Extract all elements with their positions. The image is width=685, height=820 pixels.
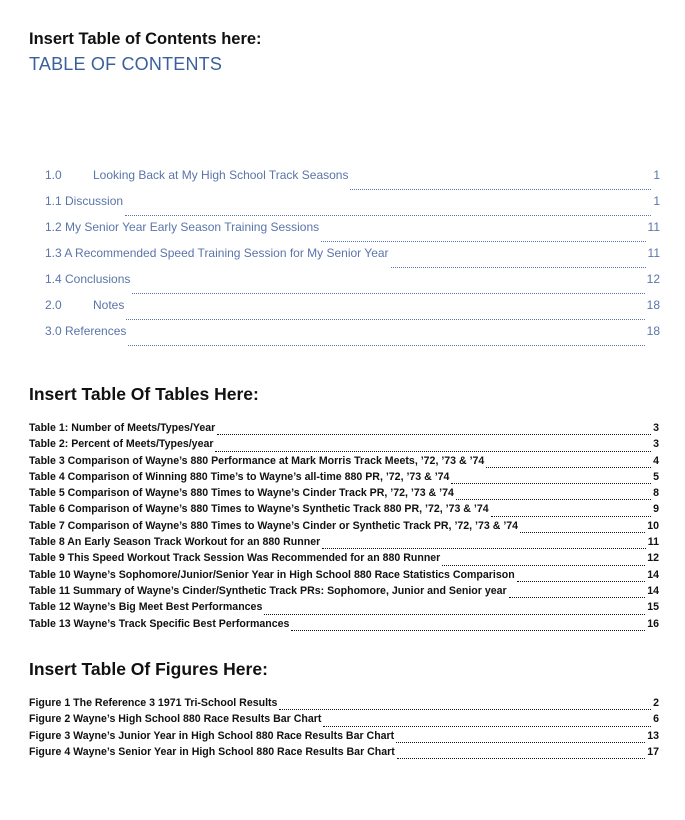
- dot-leader: [520, 532, 645, 533]
- dot-leader: [442, 565, 645, 566]
- figure-entry[interactable]: [29, 746, 659, 762]
- table-entry-page: 12: [647, 552, 659, 565]
- table-entry[interactable]: [29, 487, 659, 503]
- figure-entry-page: 17: [647, 745, 659, 758]
- table-entry[interactable]: [29, 552, 659, 568]
- figure-entry-page: 6: [653, 713, 659, 726]
- table-entry-label: Table 3 Comparison of Wayne’s 880 Performance at Mark Morris Track Meets, ’72, ’73 & ’74: [29, 454, 485, 467]
- table-entry[interactable]: [29, 503, 659, 519]
- figure-entry-label: Figure 4 Wayne’s Senior Year in High School 880 Race Results Bar Chart: [29, 745, 395, 758]
- toc-entry[interactable]: [45, 272, 660, 298]
- dot-leader: [264, 614, 645, 615]
- dot-leader: [126, 319, 644, 320]
- table-entry-page: 3: [653, 438, 659, 451]
- toc-entry[interactable]: [45, 324, 660, 350]
- table-entry[interactable]: [29, 471, 659, 487]
- figure-entry-page: 2: [653, 697, 659, 709]
- dot-leader: [215, 451, 651, 452]
- dot-leader: [125, 215, 651, 216]
- table-entry-label: Table 1: Number of Meets/Types/Year: [29, 422, 216, 434]
- dot-leader: [322, 548, 646, 549]
- table-of-tables-list: [29, 422, 659, 634]
- figure-entry-label: Figure 2 Wayne’s High School 880 Race Results Bar Chart: [29, 713, 322, 726]
- table-entry-page: 9: [653, 503, 659, 516]
- table-entry[interactable]: [29, 569, 659, 585]
- dot-leader: [396, 742, 645, 743]
- toc-title: TABLE OF CONTENTS: [29, 54, 223, 74]
- dot-leader: [350, 189, 651, 190]
- toc-entry-label: 1.1 Discussion: [45, 194, 124, 208]
- table-entry-page: 3: [653, 422, 659, 434]
- table-entry-page: 14: [647, 584, 659, 597]
- toc-list: [45, 168, 660, 350]
- table-entry-page: 16: [647, 617, 659, 630]
- table-entry[interactable]: [29, 618, 659, 634]
- dot-leader: [509, 597, 646, 598]
- table-entry-page: 14: [647, 568, 659, 581]
- table-entry-label: Table 6 Comparison of Wayne’s 880 Times to Wayne’s Synthetic Track 880 PR, ’72, ’73 & ’74: [29, 503, 489, 516]
- toc-entry[interactable]: [45, 194, 660, 220]
- toc-entry-page: 1: [653, 194, 660, 208]
- table-entry[interactable]: [29, 536, 659, 552]
- toc-entry-label: Notes: [93, 298, 125, 312]
- table-entry-label: Table 2: Percent of Meets/Types/year: [29, 438, 214, 451]
- dot-leader: [391, 267, 646, 268]
- table-of-tables-heading: Insert Table Of Tables Here:: [29, 384, 259, 404]
- toc-entry-page: 18: [646, 298, 660, 312]
- table-of-figures-heading: Insert Table Of Figures Here:: [29, 659, 268, 679]
- dot-leader: [517, 581, 646, 582]
- table-entry-label: Table 4 Comparison of Winning 880 Time’s to Wayne’s all-time 880 PR, ’72, ’73 & ’74: [29, 470, 450, 483]
- toc-entry-label: 1.4 Conclusions: [45, 272, 131, 286]
- dot-leader: [291, 630, 645, 631]
- table-entry[interactable]: [29, 455, 659, 471]
- toc-entry-page: 1: [653, 168, 660, 182]
- dot-leader: [486, 467, 651, 468]
- toc-entry-number: 1.0: [45, 168, 62, 182]
- table-entry[interactable]: [29, 585, 659, 601]
- table-entry-label: Table 9 This Speed Workout Track Session Was Recommended for an 880 Runner: [29, 552, 441, 565]
- toc-entry-label: 1.3 A Recommended Speed Training Session for My Senior Year: [45, 246, 389, 260]
- table-entry-label: Table 13 Wayne’s Track Specific Best Performances: [29, 617, 290, 630]
- toc-entry[interactable]: [45, 168, 660, 194]
- toc-entry-page: 11: [647, 246, 660, 260]
- table-entry-label: Table 8 An Early Season Track Workout for an 880 Runner: [29, 536, 321, 549]
- table-entry-page: 10: [647, 519, 659, 532]
- dot-leader: [321, 241, 645, 242]
- table-entry-page: 5: [653, 470, 659, 483]
- table-entry[interactable]: [29, 422, 659, 438]
- figure-entry[interactable]: [29, 713, 659, 729]
- dot-leader: [491, 516, 651, 517]
- dot-leader: [456, 499, 651, 500]
- toc-entry-page: 12: [646, 272, 660, 286]
- toc-entry-page: 11: [647, 220, 660, 234]
- table-entry-label: Table 7 Comparison of Wayne’s 880 Times to Wayne’s Cinder or Synthetic Track PR, ’72, ’73 & ’74: [29, 519, 519, 532]
- toc-entry[interactable]: [45, 220, 660, 246]
- toc-entry[interactable]: [45, 246, 660, 272]
- toc-entry-page: 18: [646, 324, 660, 338]
- toc-entry-label: 1.2 My Senior Year Early Season Training Sessions: [45, 220, 320, 234]
- table-entry-label: Table 12 Wayne’s Big Meet Best Performances: [29, 601, 263, 614]
- dot-leader: [128, 345, 644, 346]
- toc-entry[interactable]: [45, 298, 660, 324]
- dot-leader: [451, 483, 651, 484]
- table-entry-page: 11: [647, 536, 659, 549]
- table-entry[interactable]: [29, 601, 659, 617]
- figure-entry-label: Figure 3 Wayne’s Junior Year in High School 880 Race Results Bar Chart: [29, 729, 395, 742]
- toc-entry-label: 3.0 References: [45, 324, 127, 338]
- table-of-figures-list: [29, 697, 659, 762]
- figure-entry[interactable]: [29, 730, 659, 746]
- figure-entry[interactable]: [29, 697, 659, 713]
- dot-leader: [217, 434, 651, 435]
- dot-leader: [323, 726, 651, 727]
- table-entry-page: 4: [653, 454, 659, 467]
- table-entry-page: 15: [647, 601, 659, 614]
- dot-leader: [132, 293, 644, 294]
- dot-leader: [397, 758, 645, 759]
- table-entry[interactable]: [29, 438, 659, 454]
- table-entry-label: Table 10 Wayne’s Sophomore/Junior/Senior Year in High School 880 Race Statistics Comparison: [29, 568, 515, 581]
- table-entry-label: Table 11 Summary of Wayne’s Cinder/Synthetic Track PRs: Sophomore, Junior and Senior year: [29, 584, 507, 597]
- figure-entry-label: Figure 1 The Reference 3 1971 Tri-School Results: [29, 697, 278, 709]
- table-entry[interactable]: [29, 520, 659, 536]
- dot-leader: [279, 709, 651, 710]
- table-entry-page: 8: [653, 487, 659, 500]
- toc-insert-heading: Insert Table of Contents here:: [29, 30, 262, 48]
- figure-entry-page: 13: [647, 729, 659, 742]
- toc-entry-label: Looking Back at My High School Track Seasons: [93, 168, 349, 182]
- table-entry-label: Table 5 Comparison of Wayne’s 880 Times to Wayne’s Cinder Track PR, ’72, ’73 & ’74: [29, 487, 454, 500]
- toc-entry-number: 2.0: [45, 298, 62, 312]
